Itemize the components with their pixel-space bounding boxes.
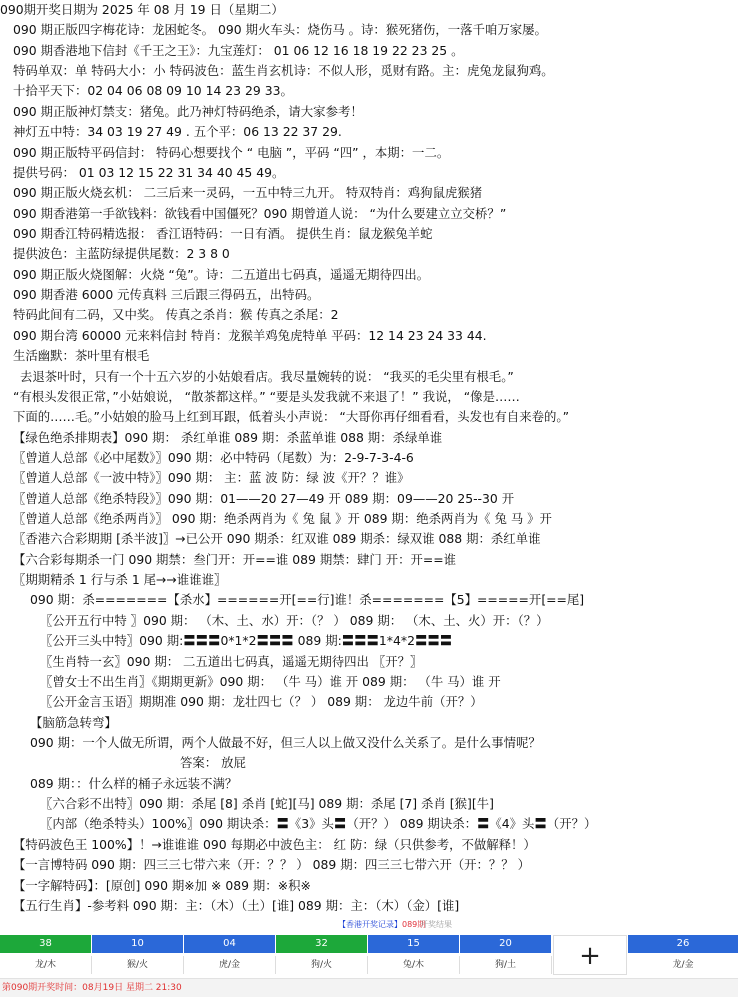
zodiac-2: 猴/火: [92, 956, 184, 974]
doc-line: 〖公开金言玉语〗期期准 090 期：龙壮四七（？ ） 089 期： 龙边牛前（开？）: [40, 694, 483, 710]
results-header: [0, 916, 738, 934]
ball-5: 15: [368, 935, 459, 953]
results-bar: [0, 916, 738, 996]
doc-line: 【一字解特码】：[原创] 090 期※加 ※ 089 期：※积※: [13, 877, 311, 893]
zodiac-3: 虎/金: [184, 956, 276, 974]
doc-line: 答案： 放屁: [180, 755, 246, 771]
doc-line: 〖六合彩不出特〗090 期：杀尾 [8] 杀肖 [蛇][马] 089 期：杀尾 [7] 杀肖 [猴][牛]: [40, 796, 494, 811]
doc-line: 〖生肖特一玄〗090 期： 二五道出七码真，遥遥无期待四出 〖开？〗: [40, 653, 423, 669]
zodiac-6: 狗/土: [460, 956, 552, 974]
doc-line: 090 期香港地下信封《千王之王》：九宝莲灯： 01 06 12 16 18 19 22 23 25 。: [13, 42, 464, 58]
doc-line: 〖曾道人总部《必中尾数》〗090 期：必中特码（尾数）为：2-9-7-3-4-6: [13, 449, 414, 465]
ball-6: 20: [460, 935, 551, 953]
doc-line: 090 期：杀=======【杀水】======开[==行]谁！杀=======【5】=====开[==尾]: [30, 592, 585, 608]
doc-line: 090 期正版特平码信封： 特码心想要找个 “ 电脑 ”，平码 “四” ，本期：一二。: [13, 144, 450, 160]
ball-2: 10: [92, 935, 183, 953]
plus-sign: +: [553, 935, 627, 975]
zodiac-special: 龙/金: [672, 960, 694, 970]
zodiac-4: 狗/火: [276, 956, 368, 974]
doc-line: 下面的……毛。”小姑娘的脸马上红到耳跟，低着头小声说： “大哥你再仔细看看，头发也有自来卷的。”: [13, 409, 569, 425]
doc-line: 【脑筋急转弯】: [30, 714, 117, 730]
doc-line: 〖香港六合彩期期 [杀半波]〗→已公开 090 期杀：红双谁 089 期杀：绿双谁 088 期：杀红单谁: [13, 531, 541, 547]
results-label[interactable]: 【香港开奖记录】: [338, 920, 402, 929]
doc-line: 特码此间有二码，又中奖。 传真之杀肖：猴 传真之杀尾：2: [13, 307, 339, 323]
doc-line: 089 期：：什么样的桶子永远装不满？: [30, 775, 238, 791]
doc-line: 〖曾道人总部《绝杀两肖》〗 090 期：绝杀两肖为《 兔 鼠 》开 089 期：绝杀两肖为《 兔 马 》开: [13, 511, 552, 526]
doc-line: 【特码波色王 100%】！→谁谁谁 090 每期必中波色主： 红 防：绿（只供参考，不做解释！）: [13, 836, 536, 852]
doc-line: 090 期正版神灯禁支：猪兔。此乃神灯特码绝杀，请大家参考！: [13, 103, 363, 119]
doc-line: 十拾平天下：02 04 06 08 09 10 14 23 29 33。: [13, 83, 293, 99]
doc-line: 090 期正版火烧玄机： 二三后来一灵码，一五中特三九开。 特双特肖：鸡狗鼠虎猴猪: [13, 185, 483, 201]
ball-3: 04: [184, 935, 275, 953]
doc-line: 〖公开五行中特 〗090 期： （木、土、水）开：（？ ） 089 期： （木、土、火）开：（？）: [40, 612, 549, 628]
doc-line: 090 期台湾 60000 元来料信封 特肖：龙猴羊鸡兔虎特单 平码：12 14 23 24 33 44.: [13, 327, 487, 343]
doc-line: 090 期香江特码精选报： 香江语特码：一日有酒。 提供生肖：鼠龙猴兔羊蛇: [13, 226, 433, 241]
doc-line: “有根头发很正常，”小姑娘说， “散茶都这样。” “要是头发我就不来退了！” 我说， “像是……: [13, 388, 520, 404]
doc-line: 神灯五中特：34 03 19 27 49 . 五个平：06 13 22 37 29.: [13, 124, 342, 140]
doc-line: 090 期正版火烧图解：火烧 “兔”。诗：二五道出七码真，遥遥无期待四出。: [13, 266, 430, 282]
doc-line: 【六合彩每期杀一门 090 期禁：叁门开：开==谁 089 期禁：肆门 开：开==谁: [13, 551, 457, 567]
doc-line: 〖公开三头中特〗090 期:〓〓〓0*1*2〓〓〓 089 期:〓〓〓1*4*2〓〓〓: [40, 633, 453, 649]
doc-line: 【五行生肖】-参考料 090 期：主：（木）（土）[谁] 089 期：主：（木）（金）[谁]: [13, 897, 460, 913]
doc-line: 090 期正版四字梅花诗：龙困蛇冬。 090 期火车头：烧伤马 。诗：猴死猪伤，一落千咱万家屡。: [13, 22, 547, 38]
results-subtitle: 开奖结果: [420, 920, 452, 929]
doc-line: 去退茶叶时，只有一个十五六岁的小姑娘看店。我尽量婉转的说： “我买的毛尖里有根毛。”: [20, 368, 514, 384]
doc-line: 提供号码： 01 03 12 15 22 31 34 40 45 49。: [13, 164, 285, 180]
doc-line: 生活幽默：茶叶里有根毛: [13, 348, 150, 364]
ball-1: 38: [0, 935, 91, 953]
doc-line: 〖曾道人总部《绝杀特段》〗090 期：01——20 27—49 开 089 期：09——20 25--30 开: [13, 490, 515, 506]
doc-line: 090 期香港第一手欲钱料：欲钱看中国僵死？090 期曾道人说： “为什么要建立立交桥？”: [13, 205, 507, 221]
doc-line: 【一言博特码 090 期：四三三七带六来（开：？？ ） 089 期：四三三七带六开（开：？？ ）: [13, 857, 530, 873]
doc-line: 〖期期精杀 1 行与杀 1 尾→→谁谁谁〗: [13, 572, 227, 588]
doc-line: 〖内部（绝杀特头）100%〗090 期诀杀：〓《3》头〓（开？） 089 期诀杀：〓《4》头〓（开？）: [40, 816, 597, 832]
ball-4: 32: [276, 935, 367, 953]
doc-line: 〖曾女士不出生肖〗《期期更新》090 期： （牛 马）谁 开 089 期： （牛 马）谁 开: [40, 673, 501, 689]
doc-line: 090期开奖日期为 2025 年 08 月 19 日（星期二）: [0, 2, 284, 17]
doc-line: 特码单双：单 特码大小：小 特码波色：蓝生肖玄机诗：不似人形，觅财有路。主：虎兔龙鼠狗鸡。: [13, 63, 554, 79]
doc-line: 〖曾道人总部《一波中特》〗090 期： 主：蓝 波 防：绿 波《开？？谁》: [13, 470, 410, 486]
doc-line: 【绿色绝杀排期表】090 期： 杀红单谁 089 期：杀蓝单谁 088 期：杀绿单谁: [13, 429, 443, 445]
zodiac-1: 龙/木: [0, 956, 92, 974]
zodiac-5: 兔/木: [368, 956, 460, 974]
results-period: 089期: [402, 920, 426, 929]
ball-special: 26: [628, 935, 738, 953]
doc-line: 090 期香港 6000 元传真料 三后跟三得码五，出特码。: [13, 287, 320, 302]
doc-line: 提供波色：主蓝防绿提供尾数：2 3 8 0: [13, 246, 230, 262]
draw-time-footer: 第090期开奖时间：08月19日 星期二 21:30: [0, 978, 738, 997]
doc-line: 090 期：一个人做无所谓，两个人做最不好，但三人以上做又没什么关系了。是什么事情呢？: [30, 735, 541, 750]
